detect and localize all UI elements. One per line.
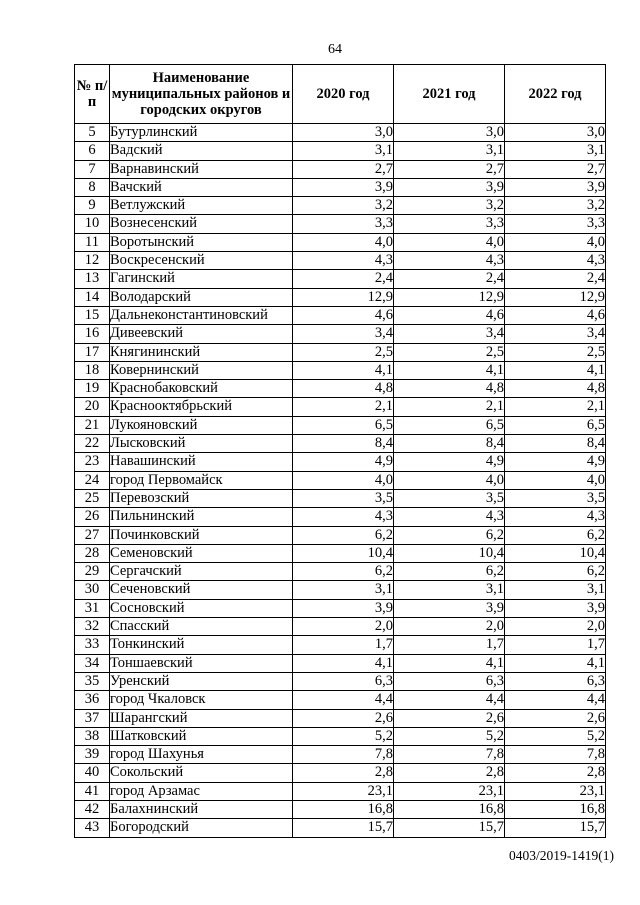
row-value-2020: 4,1 (293, 361, 394, 379)
row-value-2022: 6,2 (505, 526, 606, 544)
row-value-2020: 4,9 (293, 453, 394, 471)
row-value-2020: 3,4 (293, 325, 394, 343)
row-number: 5 (75, 124, 110, 142)
page-number: 64 (328, 42, 342, 57)
row-value-2022: 3,3 (505, 215, 606, 233)
row-value-2020: 3,1 (293, 142, 394, 160)
row-value-2021: 3,9 (394, 178, 505, 196)
row-value-2020: 4,4 (293, 691, 394, 709)
row-value-2021: 4,0 (394, 233, 505, 251)
table-row (75, 800, 606, 818)
row-value-2022: 8,4 (505, 435, 606, 453)
row-value-2022: 12,9 (505, 288, 606, 306)
row-value-2020: 2,1 (293, 398, 394, 416)
row-value-2021: 4,4 (394, 691, 505, 709)
table-row (75, 544, 606, 562)
data-table (74, 64, 606, 838)
row-value-2021: 5,2 (394, 727, 505, 745)
row-value-2021: 2,5 (394, 343, 505, 361)
row-name: Княгининский (110, 343, 293, 361)
row-name: Сергачский (110, 563, 293, 581)
table-row (75, 764, 606, 782)
row-number: 6 (75, 142, 110, 160)
row-value-2021: 1,7 (394, 636, 505, 654)
table-row (75, 819, 606, 837)
row-value-2022: 4,0 (505, 233, 606, 251)
row-number: 14 (75, 288, 110, 306)
row-number: 40 (75, 764, 110, 782)
row-name: Воротынский (110, 233, 293, 251)
row-value-2020: 2,4 (293, 270, 394, 288)
row-value-2020: 4,8 (293, 380, 394, 398)
row-value-2020: 3,0 (293, 124, 394, 142)
row-value-2020: 1,7 (293, 636, 394, 654)
row-value-2021: 2,8 (394, 764, 505, 782)
row-name: Сосновский (110, 599, 293, 617)
row-value-2022: 2,6 (505, 709, 606, 727)
row-name: Дивеевский (110, 325, 293, 343)
row-name: Шарангский (110, 709, 293, 727)
row-number: 31 (75, 599, 110, 617)
header-row (75, 65, 606, 124)
row-name: город Чкаловск (110, 691, 293, 709)
row-number: 25 (75, 489, 110, 507)
row-value-2020: 6,5 (293, 416, 394, 434)
row-number: 19 (75, 380, 110, 398)
row-value-2021: 23,1 (394, 782, 505, 800)
row-number: 33 (75, 636, 110, 654)
row-name: Краснобаковский (110, 380, 293, 398)
row-value-2022: 16,8 (505, 800, 606, 818)
row-name: Починковский (110, 526, 293, 544)
row-value-2020: 12,9 (293, 288, 394, 306)
row-value-2022: 3,2 (505, 197, 606, 215)
row-value-2021: 2,7 (394, 160, 505, 178)
row-name: Бутурлинский (110, 124, 293, 142)
table-row (75, 709, 606, 727)
row-value-2022: 15,7 (505, 819, 606, 837)
row-value-2020: 3,5 (293, 489, 394, 507)
row-value-2020: 3,3 (293, 215, 394, 233)
table-row (75, 636, 606, 654)
table-row (75, 343, 606, 361)
row-value-2020: 6,3 (293, 672, 394, 690)
row-value-2021: 4,1 (394, 654, 505, 672)
row-number: 20 (75, 398, 110, 416)
header-year-2022: 2022 год (505, 65, 606, 124)
row-name: Воскресенский (110, 252, 293, 270)
row-name: Тоншаевский (110, 654, 293, 672)
row-value-2022: 1,7 (505, 636, 606, 654)
row-name: Семеновский (110, 544, 293, 562)
row-name: Лысковский (110, 435, 293, 453)
row-number: 9 (75, 197, 110, 215)
row-value-2022: 6,2 (505, 563, 606, 581)
row-number: 38 (75, 727, 110, 745)
row-value-2022: 4,9 (505, 453, 606, 471)
row-value-2021: 4,3 (394, 508, 505, 526)
table-row (75, 124, 606, 142)
row-name: город Шахунья (110, 746, 293, 764)
row-number: 43 (75, 819, 110, 837)
row-value-2022: 4,3 (505, 252, 606, 270)
table-row (75, 618, 606, 636)
table-row (75, 563, 606, 581)
row-value-2022: 2,1 (505, 398, 606, 416)
row-value-2021: 3,9 (394, 599, 505, 617)
row-value-2020: 3,1 (293, 581, 394, 599)
row-name: Лукояновский (110, 416, 293, 434)
row-value-2020: 10,4 (293, 544, 394, 562)
row-number: 35 (75, 672, 110, 690)
row-value-2021: 3,0 (394, 124, 505, 142)
table-body (75, 124, 606, 838)
document-code: 0403/2019-1419(1) (509, 848, 614, 863)
row-value-2022: 7,8 (505, 746, 606, 764)
header-number: № п/п (75, 65, 110, 124)
row-number: 23 (75, 453, 110, 471)
table-row (75, 453, 606, 471)
row-value-2022: 3,1 (505, 581, 606, 599)
row-value-2022: 6,5 (505, 416, 606, 434)
row-value-2021: 4,6 (394, 306, 505, 324)
row-value-2021: 6,2 (394, 526, 505, 544)
row-value-2020: 7,8 (293, 746, 394, 764)
row-value-2021: 3,5 (394, 489, 505, 507)
table-row (75, 233, 606, 251)
row-name: Богородский (110, 819, 293, 837)
table-row (75, 581, 606, 599)
row-value-2022: 2,8 (505, 764, 606, 782)
row-value-2020: 4,3 (293, 508, 394, 526)
table-row (75, 398, 606, 416)
row-value-2022: 3,9 (505, 599, 606, 617)
row-number: 32 (75, 618, 110, 636)
table-row (75, 489, 606, 507)
row-value-2021: 2,0 (394, 618, 505, 636)
row-name: Ветлужский (110, 197, 293, 215)
table-row (75, 306, 606, 324)
row-value-2022: 4,3 (505, 508, 606, 526)
row-number: 13 (75, 270, 110, 288)
row-value-2020: 2,7 (293, 160, 394, 178)
row-number: 30 (75, 581, 110, 599)
header-year-2021: 2021 год (394, 65, 505, 124)
row-value-2020: 2,5 (293, 343, 394, 361)
row-number: 17 (75, 343, 110, 361)
row-name: город Первомайск (110, 471, 293, 489)
row-value-2021: 6,5 (394, 416, 505, 434)
row-number: 24 (75, 471, 110, 489)
row-name: Навашинский (110, 453, 293, 471)
row-number: 42 (75, 800, 110, 818)
header-name: Наименование муниципальных районов и городских округов (110, 65, 293, 124)
header-year-2020: 2020 год (293, 65, 394, 124)
row-value-2020: 6,2 (293, 526, 394, 544)
row-name: Варнавинский (110, 160, 293, 178)
row-value-2021: 3,3 (394, 215, 505, 233)
table-row (75, 599, 606, 617)
row-value-2020: 3,9 (293, 178, 394, 196)
row-number: 37 (75, 709, 110, 727)
row-value-2022: 3,9 (505, 178, 606, 196)
table-row (75, 416, 606, 434)
row-name: Тонкинский (110, 636, 293, 654)
row-number: 16 (75, 325, 110, 343)
row-value-2020: 2,8 (293, 764, 394, 782)
row-value-2021: 3,2 (394, 197, 505, 215)
row-name: Перевозский (110, 489, 293, 507)
row-value-2020: 4,3 (293, 252, 394, 270)
row-value-2020: 4,0 (293, 471, 394, 489)
table-row (75, 197, 606, 215)
row-value-2021: 2,4 (394, 270, 505, 288)
table-row (75, 508, 606, 526)
row-value-2021: 4,0 (394, 471, 505, 489)
row-value-2022: 3,1 (505, 142, 606, 160)
row-value-2022: 2,5 (505, 343, 606, 361)
row-number: 21 (75, 416, 110, 434)
row-value-2021: 10,4 (394, 544, 505, 562)
row-value-2020: 2,0 (293, 618, 394, 636)
row-number: 28 (75, 544, 110, 562)
row-value-2020: 4,1 (293, 654, 394, 672)
row-name: город Арзамас (110, 782, 293, 800)
row-value-2022: 4,4 (505, 691, 606, 709)
row-value-2021: 4,1 (394, 361, 505, 379)
table-row (75, 526, 606, 544)
table-row (75, 672, 606, 690)
table-row (75, 325, 606, 343)
row-value-2022: 4,1 (505, 654, 606, 672)
row-number: 15 (75, 306, 110, 324)
row-value-2022: 4,8 (505, 380, 606, 398)
row-value-2021: 15,7 (394, 819, 505, 837)
row-number: 7 (75, 160, 110, 178)
row-value-2021: 12,9 (394, 288, 505, 306)
row-value-2021: 6,3 (394, 672, 505, 690)
table-row (75, 471, 606, 489)
row-name: Краснооктябрьский (110, 398, 293, 416)
row-value-2021: 3,1 (394, 581, 505, 599)
row-number: 12 (75, 252, 110, 270)
table-row (75, 654, 606, 672)
table-row (75, 215, 606, 233)
row-value-2020: 15,7 (293, 819, 394, 837)
row-value-2022: 5,2 (505, 727, 606, 745)
row-value-2021: 3,4 (394, 325, 505, 343)
row-value-2022: 4,1 (505, 361, 606, 379)
row-value-2021: 4,9 (394, 453, 505, 471)
row-number: 39 (75, 746, 110, 764)
row-number: 34 (75, 654, 110, 672)
row-value-2022: 10,4 (505, 544, 606, 562)
row-value-2022: 3,0 (505, 124, 606, 142)
row-value-2020: 4,0 (293, 233, 394, 251)
table-row (75, 160, 606, 178)
row-number: 22 (75, 435, 110, 453)
table-row (75, 691, 606, 709)
row-value-2020: 16,8 (293, 800, 394, 818)
row-number: 41 (75, 782, 110, 800)
row-name: Гагинский (110, 270, 293, 288)
row-value-2020: 8,4 (293, 435, 394, 453)
row-value-2021: 4,3 (394, 252, 505, 270)
table-row (75, 288, 606, 306)
row-value-2020: 23,1 (293, 782, 394, 800)
table-row (75, 380, 606, 398)
row-number: 29 (75, 563, 110, 581)
row-value-2021: 7,8 (394, 746, 505, 764)
table-row (75, 746, 606, 764)
row-number: 27 (75, 526, 110, 544)
row-value-2020: 5,2 (293, 727, 394, 745)
row-value-2020: 2,6 (293, 709, 394, 727)
row-name: Пильнинский (110, 508, 293, 526)
row-value-2022: 2,7 (505, 160, 606, 178)
row-value-2022: 4,6 (505, 306, 606, 324)
table-header (75, 65, 606, 124)
table-row (75, 727, 606, 745)
row-name: Володарский (110, 288, 293, 306)
row-name: Вадский (110, 142, 293, 160)
row-name: Балахнинский (110, 800, 293, 818)
row-value-2021: 4,8 (394, 380, 505, 398)
row-value-2021: 8,4 (394, 435, 505, 453)
table-row (75, 270, 606, 288)
row-value-2022: 4,0 (505, 471, 606, 489)
row-name: Шатковский (110, 727, 293, 745)
table-row (75, 252, 606, 270)
row-name: Уренский (110, 672, 293, 690)
row-value-2021: 16,8 (394, 800, 505, 818)
row-value-2020: 4,6 (293, 306, 394, 324)
row-number: 8 (75, 178, 110, 196)
table-row (75, 178, 606, 196)
row-value-2022: 2,4 (505, 270, 606, 288)
row-name: Сеченовский (110, 581, 293, 599)
row-value-2022: 6,3 (505, 672, 606, 690)
row-name: Сокольский (110, 764, 293, 782)
row-value-2022: 23,1 (505, 782, 606, 800)
row-name: Вознесенский (110, 215, 293, 233)
table-row (75, 142, 606, 160)
row-number: 10 (75, 215, 110, 233)
row-value-2021: 2,1 (394, 398, 505, 416)
row-value-2020: 6,2 (293, 563, 394, 581)
table-row (75, 435, 606, 453)
row-value-2021: 6,2 (394, 563, 505, 581)
row-name: Ковернинский (110, 361, 293, 379)
row-number: 26 (75, 508, 110, 526)
row-value-2021: 2,6 (394, 709, 505, 727)
row-name: Спасский (110, 618, 293, 636)
row-number: 36 (75, 691, 110, 709)
table-row (75, 361, 606, 379)
row-value-2022: 2,0 (505, 618, 606, 636)
row-name: Дальнеконстантиновский (110, 306, 293, 324)
table-row (75, 782, 606, 800)
row-value-2021: 3,1 (394, 142, 505, 160)
row-value-2020: 3,2 (293, 197, 394, 215)
row-value-2022: 3,5 (505, 489, 606, 507)
row-value-2020: 3,9 (293, 599, 394, 617)
row-value-2022: 3,4 (505, 325, 606, 343)
row-number: 18 (75, 361, 110, 379)
row-number: 11 (75, 233, 110, 251)
row-name: Вачский (110, 178, 293, 196)
